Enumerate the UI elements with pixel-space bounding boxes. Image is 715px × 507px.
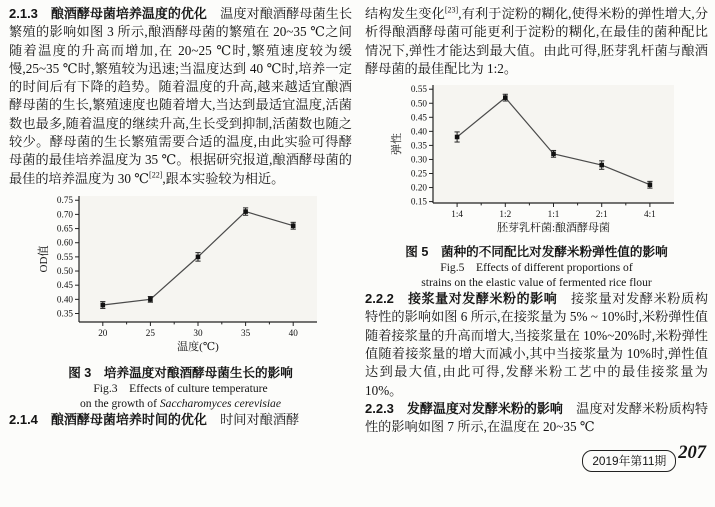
svg-text:0.60: 0.60 (56, 237, 73, 248)
citation-23: [23] (444, 5, 459, 15)
paragraph-2-1-4-text: 时间对酿酒酵 (206, 411, 300, 427)
section-heading-2-2-3: 2.2.3 发酵温度对发酵米粉的影响 (365, 400, 563, 416)
figure3-caption-en-prefix: on the growth of (80, 396, 160, 410)
figure3-caption-cn: 图 3 培养温度对酿酒酵母菌生长的影响 (68, 365, 293, 380)
svg-text:0.70: 0.70 (56, 209, 73, 220)
journal-issue-badge: 2019年第11期 (582, 450, 676, 472)
figure5-block (365, 79, 708, 290)
page-number: 207 (678, 442, 706, 463)
figure3-caption-en-line2 (9, 396, 352, 411)
svg-text:胚芽乳杆菌:酿酒酵母菌: 胚芽乳杆菌:酿酒酵母菌 (496, 222, 610, 235)
svg-text:温度(℃): 温度(℃) (176, 340, 219, 353)
svg-text:弹性: 弹性 (390, 133, 403, 156)
figure5-caption-en-line1: Fig.5 Effects of different proportions of (440, 261, 633, 275)
paragraph-2-1-3-text-end: ,跟本实验较为相近。 (162, 170, 285, 186)
svg-text:0.40: 0.40 (410, 126, 427, 137)
section-heading-2-1-4: 2.1.4 酿酒酵母菌培养时间的优化 (9, 411, 207, 427)
paragraph-continuation-text: 结构发生变化 (365, 6, 445, 21)
paragraph-2-2-2-text: 接浆量对发酵米粉质构特性的影响如图 6 所示,在接浆量为 5% ~ 10%时,米粉弹性值随着接浆量的升高而增大,当接浆量在 10%~20%时,米粉弹性值随着接浆量的增大而减小,其中当接浆量为 10%时,弹性值达到最大值,由此可得,发酵米粉工艺中的最佳接浆量为 10%。 (365, 291, 709, 398)
citation-22: [22] (149, 170, 163, 180)
svg-text:0.55: 0.55 (410, 84, 427, 95)
figure5-line-chart (387, 79, 687, 242)
svg-text:40: 40 (288, 327, 298, 338)
svg-text:1:1: 1:1 (547, 209, 559, 220)
paragraph-2-1-3 (9, 5, 352, 188)
section-heading-2-1-3: 2.1.3 酿酒酵母菌培养温度的优化 (9, 6, 207, 21)
svg-text:0.50: 0.50 (56, 266, 73, 277)
svg-text:1:2: 1:2 (498, 209, 511, 220)
figure3-block (9, 189, 352, 411)
paragraph-continuation (365, 5, 708, 78)
paragraph-continuation-text-end: ,有利于淀粉的糊化,使得米粉的弹性增大,分析得酿酒酵母菌可能更利于淀粉的糊化,在最佳的菌种配比情况下,弹性才能达到最大值。由此可得,胚芽乳杆菌与酿酒酵母菌的最佳配比为 1:2。 (365, 6, 709, 76)
paragraph-2-2-3-text: 温度对发酵米粉质构特性的影响如图 7 所示,在温度在 20~35 ℃ (365, 400, 709, 435)
paragraph-2-2-3 (365, 400, 708, 437)
svg-text:20: 20 (97, 327, 107, 338)
svg-text:30: 30 (192, 327, 203, 338)
left-column (9, 5, 352, 472)
figure3-caption-species: Saccharomyces cerevisiae (159, 396, 281, 410)
page-footer (365, 442, 708, 472)
svg-text:0.50: 0.50 (410, 98, 427, 109)
paragraph-2-1-3-text: 温度对酿酒酵母菌生长繁殖的影响如图 3 所示,酿酒酵母菌的繁殖在 20~35 ℃之间随着温度的升高而增加,在 20~25 ℃时,繁殖速度较为缓慢,25~35 ℃时,繁殖较为迅速;当温度达到 40 ℃时,培养一定的时间后有下降的趋势。随着温度的升高,越来越适宜酿酒酵母菌的生长,繁殖速度也随着增大,当达到最适宜温度,活菌数也最多,随着温度的继续升高,生长受到抑制,活菌数也随之较少。酵母菌的生长繁殖需要合适的温度,由此实验可得酵母菌的最佳培养温度为 35 ℃。根据研究报道,酿酒酵母菌的最佳的培养温度为 30 ℃ (9, 6, 353, 186)
svg-text:OD值: OD值 (37, 245, 50, 273)
svg-text:1:4: 1:4 (450, 209, 463, 220)
svg-text:0.25: 0.25 (410, 168, 427, 179)
right-column (365, 5, 708, 472)
svg-text:0.35: 0.35 (410, 140, 427, 151)
svg-text:25: 25 (145, 327, 155, 338)
svg-text:0.35: 0.35 (56, 308, 73, 319)
svg-text:0.15: 0.15 (410, 196, 427, 207)
svg-text:0.65: 0.65 (56, 223, 73, 234)
svg-text:35: 35 (240, 327, 250, 338)
section-heading-2-2-2: 2.2.2 接浆量对发酵米粉的影响 (365, 291, 558, 307)
svg-text:0.20: 0.20 (410, 182, 427, 193)
svg-text:2:1: 2:1 (595, 209, 608, 220)
figure3-caption-en-line1: Fig.3 Effects of culture temperature (93, 381, 268, 395)
paragraph-2-2-2 (365, 290, 708, 400)
svg-text:0.45: 0.45 (56, 280, 73, 291)
svg-text:0.75: 0.75 (56, 195, 73, 206)
paragraph-2-1-4 (9, 411, 352, 429)
svg-text:0.40: 0.40 (56, 294, 73, 305)
figure5-caption-cn: 图 5 菌种的不同配比对发酵米粉弹性值的影响 (405, 245, 668, 260)
svg-text:0.30: 0.30 (410, 154, 427, 165)
figure5-caption-en-line2: strains on the elastic value of fermented rice flour (421, 276, 652, 290)
svg-text:4:1: 4:1 (643, 209, 656, 220)
svg-text:0.55: 0.55 (56, 251, 73, 262)
figure3-line-chart (35, 189, 327, 363)
svg-text:0.45: 0.45 (410, 112, 427, 123)
